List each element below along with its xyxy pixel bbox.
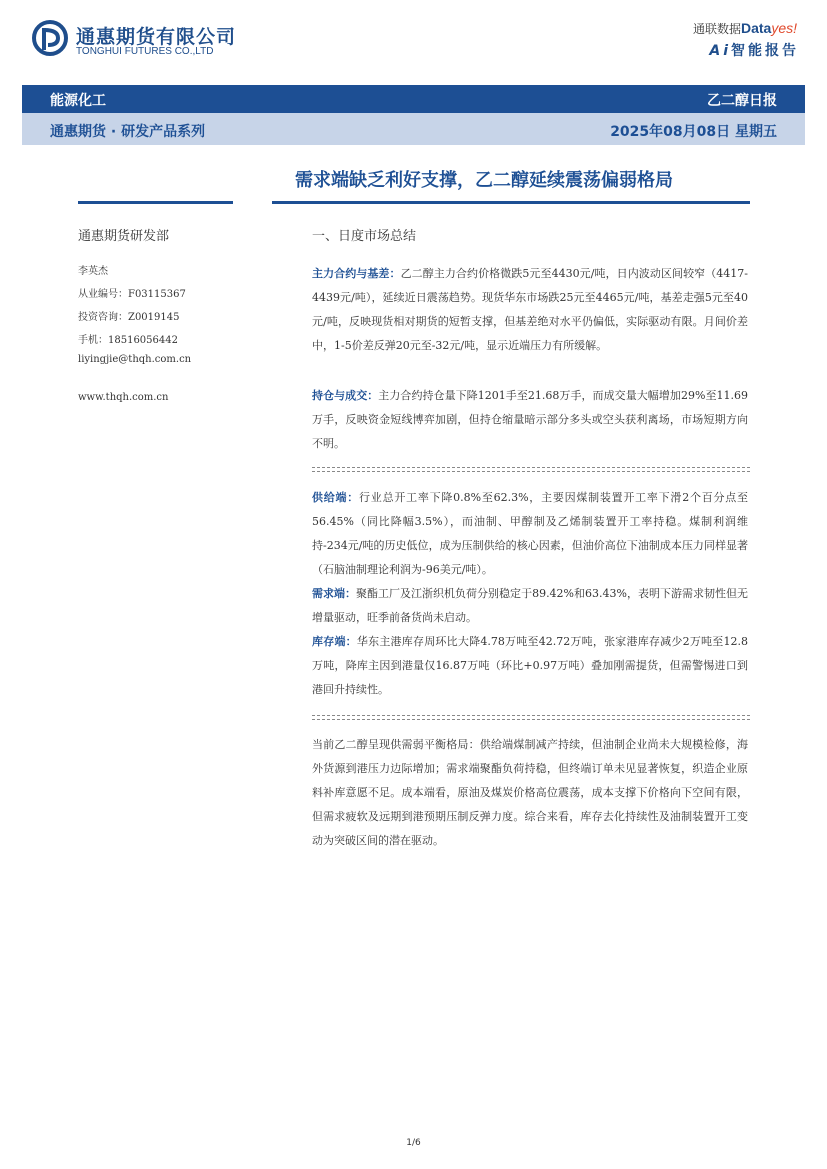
report-date: 2025年08月08日 星期五 [610,124,777,140]
paragraph-text: 华东主港库存周环比大降4.78万吨至42.72万吨，张家港库存减少2万吨至12.8万吨，降库主因到港量仅16.87万吨（环比+0.97万吨）叠加刚需提货，但需警惕进口到港回升持续性。 [312,635,748,696]
report-title: 需求端缺乏利好支撑，乙二醇延续震荡偏弱格局 [295,170,673,191]
paragraph-summary: 当前乙二醇呈现供需弱平衡格局：供给端煤制减产持续，但油制企业尚未大规模检修，海外货源到港压力边际增加；需求端聚酯负荷持稳，但终端订单未见显著恢复，织造企业原料补库意愿不足。成本端看，原油及煤炭价格高位震荡，成本支撑下价格向下空间有限，但需求疲软及远期到港预期压制反弹力度。综合来看，库存去化持续性及油制装置开工变动为突破区间的潜在驱动。 [312,738,748,847]
email-address: liyingjie@thqh.com.cn [78,354,192,365]
website-link[interactable]: www.thqh.com.cn [78,392,169,403]
phone-number: 手机：18516056442 [78,335,178,346]
dashed-divider [312,715,750,720]
paragraph-text: 聚酯工厂及江浙织机负荷分别稳定于89.42%和63.43%，表明下游需求韧性但无增量驱动，旺季前备货尚未启动。 [312,587,748,624]
license-number: 从业编号：F03115367 [78,289,186,300]
paragraph-label: 供给端： [312,491,360,504]
ai-report-label [709,40,799,60]
ai-label: Ai [709,43,731,59]
paragraph-position-volume [312,384,748,456]
provider-logo [693,20,797,37]
paragraph-label: 需求端： [312,587,357,600]
paragraph-supply [312,486,748,582]
series-label: 通惠期货 · 研发产品系列 [50,124,206,140]
company-name-en: TONGHUI FUTURES CO.,LTD [76,46,214,57]
research-dept: 通惠期货研发部 [78,229,170,244]
category-band [22,85,805,113]
company-name-cn: 通惠期货有限公司 [76,26,237,48]
dashed-divider [312,467,750,472]
paragraph-text: 行业总开工率下降0.8%至62.3%，主要因煤制装置开工率下滑2个百分点至56.45%（同比降幅3.5%），而油制、甲醇制及乙烯制装置开工率持稳。煤制利润维持-234元/吨的历史低位，成为压制供给的核心因素，但油价高位下油制成本压力同样显著（石脑油制理论利润为-96美元/吨）。 [312,491,748,576]
paragraph-demand [312,582,748,630]
page-number: 1/6 [406,1138,421,1148]
paragraph-label: 库存端： [312,635,357,648]
title-divider [272,201,750,204]
paragraph-contract-basis [312,262,748,358]
provider-prefix: 通联数据 [692,22,741,36]
paragraph-inventory [312,630,748,702]
ai-report-text: 智能报告 [731,43,799,59]
paragraph-text: 主力合约持仓量下降1201手至21.68万手，而成交量大幅增加29%至11.69万手，反映资金短线博弈加剧，但持仓缩量暗示部分多头或空头获利离场，市场短期方向不明。 [312,389,748,450]
analyst-name: 李英杰 [78,266,108,277]
sidebar-divider [78,201,233,204]
provider-brand: Data [740,20,772,36]
report-type-label: 乙二醇日报 [707,93,777,109]
company-logo-icon [32,20,68,56]
provider-brand-tail: yes! [771,20,797,36]
paragraph-text: 乙二醇主力合约价格微跌5元至4430元/吨，日内波动区间较窄（4417-4439元/吨），延续近日震荡趋势。现货华东市场跌25元至4465元/吨，基差走强5元至40元/吨，反映现货相对期货的短暂支撑，但基差绝对水平仍偏低，实际驱动有限。月间价差中，1-5价差反弹20元至-32元/吨，显示近端压力有所缓解。 [312,267,748,352]
paragraph-label: 主力合约与基差： [312,267,401,280]
section-title: 一、日度市场总结 [312,229,417,244]
category-label: 能源化工 [50,93,106,109]
paragraph-label: 持仓与成交： [312,389,379,402]
consult-number: 投资咨询：Z0019145 [78,312,180,323]
